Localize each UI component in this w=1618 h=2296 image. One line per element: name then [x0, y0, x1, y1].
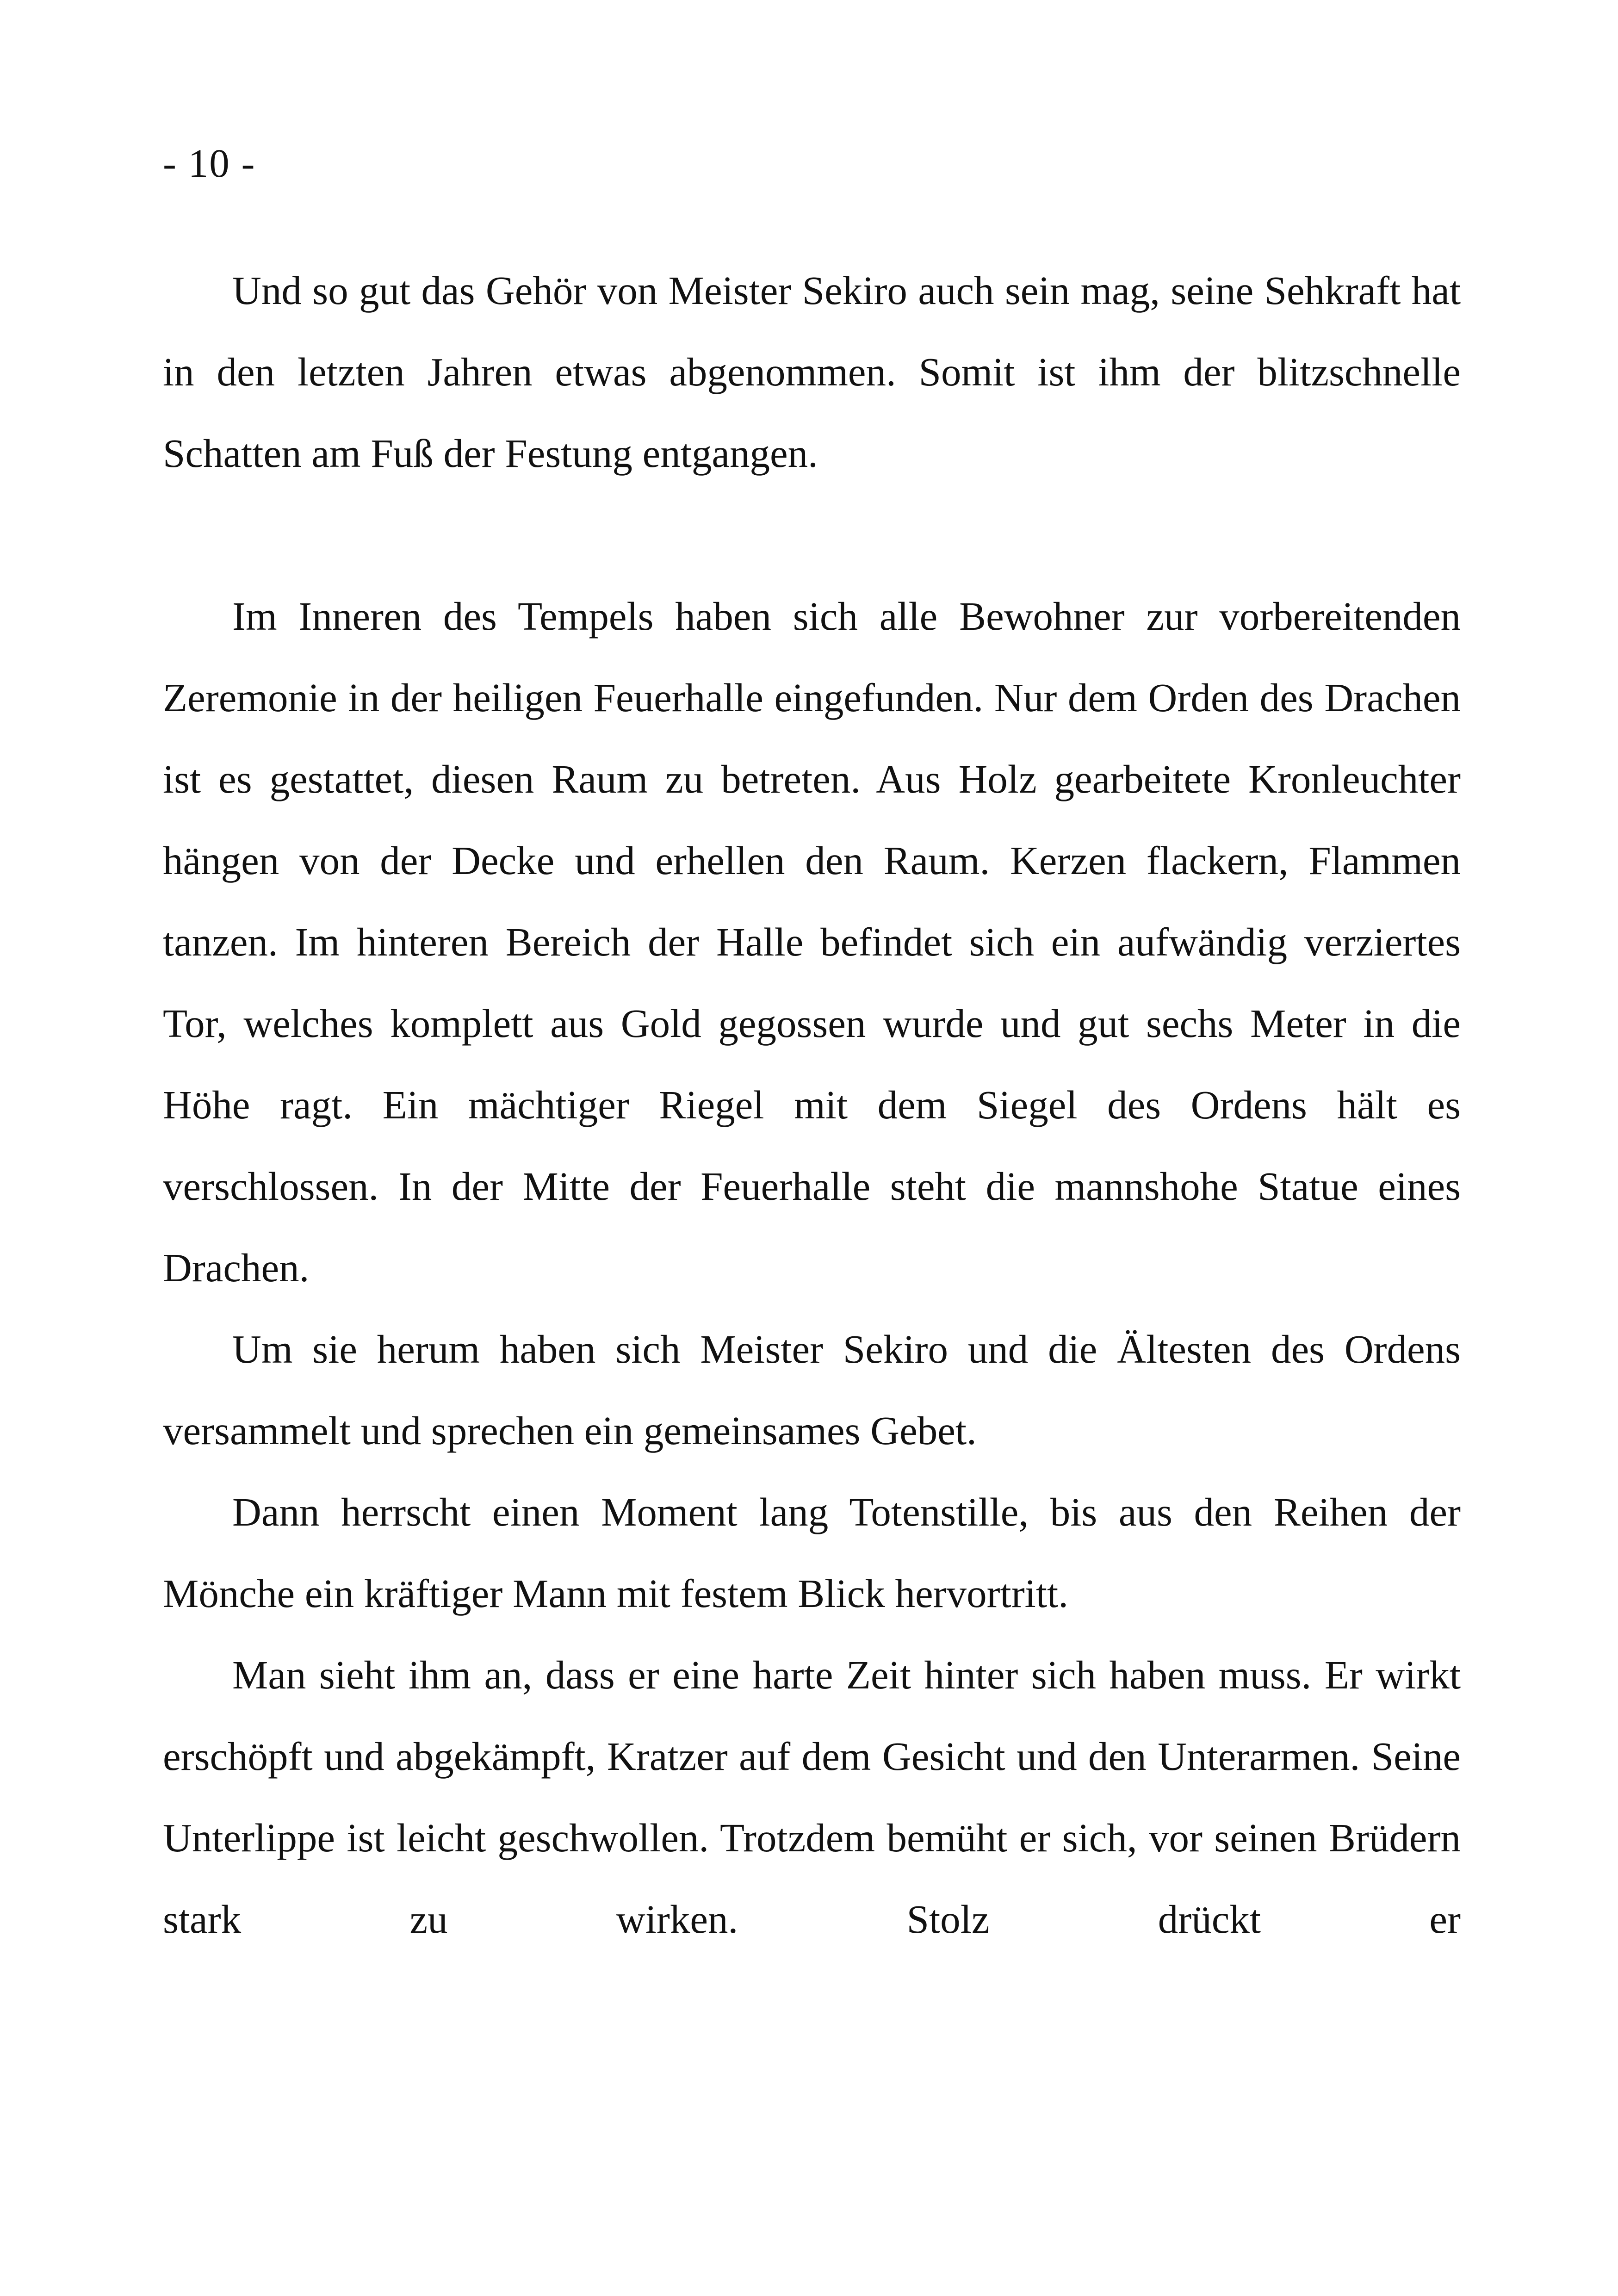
paragraph-1: Und so gut das Gehör von Meister Sekiro auch sein mag, seine Sehkraft hat in den letzten Jahren etwas abgenommen. Somit ist ihm der blitzschnelle Schatten am Fuß der Festung entgangen.: [163, 268, 1461, 476]
paragraph-3: Um sie herum haben sich Meister Sekiro und die Ältesten des Ordens versammelt und sprechen ein gemeinsames Gebet.: [163, 1327, 1461, 1453]
body-text: [163, 250, 1461, 1960]
paragraph-4: Dann herrscht einen Moment lang Totenstille, bis aus den Reihen der Mönche ein kräftiger Mann mit festem Blick hervortritt.: [163, 1489, 1461, 1616]
paragraph-2: Im Inneren des Tempels haben sich alle Bewohner zur vorbereitenden Zeremonie in der heiligen Feuerhalle eingefunden. Nur dem Orden des Drachen ist es gestattet, diesen Raum zu betreten. Aus Holz gearbeitete Kronleuchter hängen von der Decke und erhellen den Raum. Kerzen flackern, Flammen tanzen. Im hinteren Bereich der Halle befindet sich ein aufwändig verziertes Tor, welches komplett aus Gold gegossen wurde und gut sechs Meter in die Höhe ragt. Ein mächtiger Riegel mit dem Siegel des Ordens hält es verschlossen. In der Mitte der Feuerhalle steht die mannshohe Statue eines Drachen.: [163, 594, 1461, 1290]
paragraph-5: Man sieht ihm an, dass er eine harte Zeit hinter sich haben muss. Er wirkt erschöpft und abgekämpft, Kratzer auf dem Gesicht und den Unterarmen. Seine Unterlippe ist leicht geschwollen. Trotzdem bemüht er sich, vor seinen Brüdern stark zu wirken. Stolz drückt er: [163, 1652, 1461, 1942]
page-number: - 10 -: [163, 141, 256, 186]
